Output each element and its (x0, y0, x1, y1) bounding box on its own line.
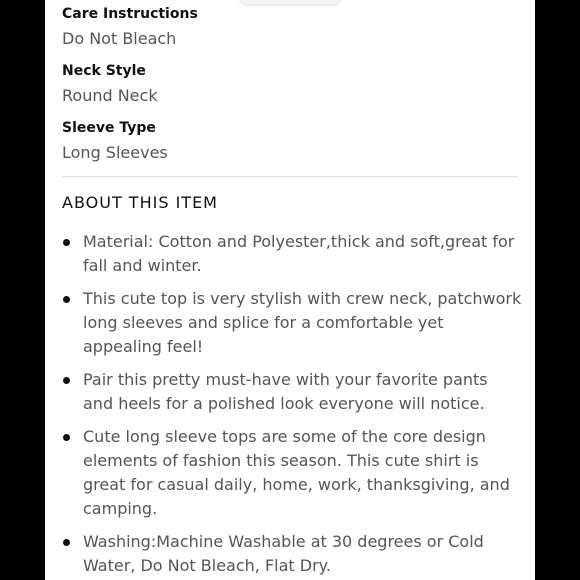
list-item (62, 230, 522, 278)
spec-value: Round Neck (62, 86, 158, 105)
bullet-text: Pair this pretty must-have with your favorite pants and heels for a polished look everyone will notice. (83, 370, 488, 413)
bullet-dot-icon (63, 434, 70, 441)
list-item (62, 530, 522, 578)
bullet-text: Material: Cotton and Polyester,thick and soft,great for fall and winter. (83, 232, 515, 275)
bullet-text: This cute top is very stylish with crew neck, patchwork long sleeves and splice for a comfortable yet appealing feel! (83, 289, 522, 356)
spec-value: Do Not Bleach (62, 29, 177, 48)
spec-care-instructions (62, 5, 198, 49)
list-item (62, 368, 522, 416)
spec-neck-style (62, 62, 158, 106)
spec-label: Care Instructions (62, 6, 198, 22)
spec-sleeve-type (62, 119, 168, 163)
list-item (62, 425, 522, 521)
about-this-item-heading: ABOUT THIS ITEM (62, 193, 218, 212)
section-divider (62, 176, 518, 177)
bullet-dot-icon (63, 296, 70, 303)
sheet-handle[interactable] (240, 0, 340, 4)
bullet-dot-icon (63, 539, 70, 546)
product-details-panel (45, 0, 535, 580)
about-bullet-list (62, 230, 522, 580)
spec-label: Sleeve Type (62, 120, 156, 136)
list-item (62, 287, 522, 359)
bullet-text: Cute long sleeve tops are some of the core design elements of fashion this season. This cute shirt is great for casual daily, home, work, thanksgiving, and camping. (83, 427, 510, 518)
bullet-text: Washing:Machine Washable at 30 degrees or Cold Water, Do Not Bleach, Flat Dry. (83, 532, 484, 575)
spec-value: Long Sleeves (62, 143, 168, 162)
bullet-dot-icon (63, 377, 70, 384)
bullet-dot-icon (63, 239, 70, 246)
spec-label: Neck Style (62, 63, 146, 79)
